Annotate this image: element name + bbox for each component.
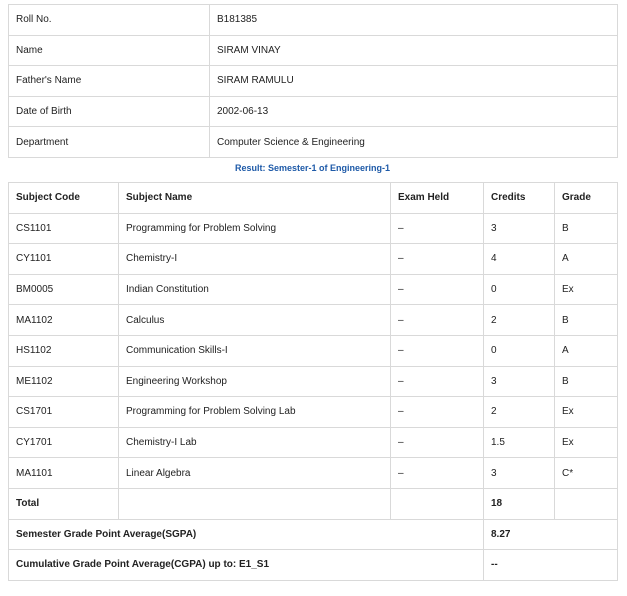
exam-held: –: [391, 244, 484, 275]
exam-held: –: [391, 305, 484, 336]
table-row: [9, 305, 618, 336]
subject-name: Chemistry-I Lab: [119, 427, 391, 458]
credits: 3: [484, 213, 555, 244]
info-row-department: [9, 127, 618, 158]
subject-name: Programming for Problem Solving: [119, 213, 391, 244]
cgpa-value: --: [484, 550, 618, 581]
grade: B: [555, 366, 618, 397]
subject-name: Communication Skills-I: [119, 335, 391, 366]
exam-held: –: [391, 427, 484, 458]
info-label: Name: [9, 35, 210, 66]
table-row: [9, 213, 618, 244]
info-label: Roll No.: [9, 5, 210, 36]
sgpa-row: [9, 519, 618, 550]
subject-code: CS1101: [9, 213, 119, 244]
grade: A: [555, 244, 618, 275]
info-label: Father's Name: [9, 66, 210, 97]
exam-held: –: [391, 213, 484, 244]
subject-code: MA1101: [9, 458, 119, 489]
table-row: [9, 335, 618, 366]
credits: 0: [484, 274, 555, 305]
subject-code: CY1101: [9, 244, 119, 275]
table-row: [9, 397, 618, 428]
cgpa-label: Cumulative Grade Point Average(CGPA) up to: E1_S1: [9, 550, 484, 581]
subject-code: CS1701: [9, 397, 119, 428]
header-grade: Grade: [555, 183, 618, 214]
total-empty-cell: [391, 488, 484, 519]
credits: 2: [484, 305, 555, 336]
subject-code: BM0005: [9, 274, 119, 305]
credits: 0: [484, 335, 555, 366]
subject-name: Engineering Workshop: [119, 366, 391, 397]
total-label: Total: [9, 488, 119, 519]
total-credits: 18: [484, 488, 555, 519]
subject-code: HS1102: [9, 335, 119, 366]
total-empty-cell: [119, 488, 391, 519]
grade: Ex: [555, 274, 618, 305]
grade: C*: [555, 458, 618, 489]
info-value: B181385: [210, 5, 618, 36]
grade: Ex: [555, 427, 618, 458]
marks-table: [8, 182, 618, 581]
subject-name: Indian Constitution: [119, 274, 391, 305]
subject-code: CY1701: [9, 427, 119, 458]
grade: Ex: [555, 397, 618, 428]
exam-held: –: [391, 335, 484, 366]
info-row-date-of-birth: [9, 96, 618, 127]
table-row: [9, 366, 618, 397]
exam-held: –: [391, 274, 484, 305]
total-row: [9, 488, 618, 519]
total-empty-cell: [555, 488, 618, 519]
info-label: Department: [9, 127, 210, 158]
info-value: SIRAM RAMULU: [210, 66, 618, 97]
table-row: [9, 244, 618, 275]
sgpa-value: 8.27: [484, 519, 618, 550]
marks-header-row: [9, 183, 618, 214]
exam-held: –: [391, 397, 484, 428]
subject-name: Calculus: [119, 305, 391, 336]
table-row: [9, 274, 618, 305]
exam-held: –: [391, 458, 484, 489]
table-row: [9, 458, 618, 489]
header-credits: Credits: [484, 183, 555, 214]
info-row-name: [9, 35, 618, 66]
info-value: Computer Science & Engineering: [210, 127, 618, 158]
student-info-table: [8, 4, 618, 158]
header-subject-name: Subject Name: [119, 183, 391, 214]
info-row-fathers-name: [9, 66, 618, 97]
subject-name: Linear Algebra: [119, 458, 391, 489]
credits: 3: [484, 458, 555, 489]
grade: B: [555, 213, 618, 244]
header-subject-code: Subject Code: [9, 183, 119, 214]
credits: 4: [484, 244, 555, 275]
header-exam-held: Exam Held: [391, 183, 484, 214]
subject-code: ME1102: [9, 366, 119, 397]
info-value: SIRAM VINAY: [210, 35, 618, 66]
cgpa-row: [9, 550, 618, 581]
info-label: Date of Birth: [9, 96, 210, 127]
subject-name: Programming for Problem Solving Lab: [119, 397, 391, 428]
sgpa-label: Semester Grade Point Average(SGPA): [9, 519, 484, 550]
credits: 2: [484, 397, 555, 428]
subject-code: MA1102: [9, 305, 119, 336]
info-value: 2002-06-13: [210, 96, 618, 127]
result-title: Result: Semester-1 of Engineering-1: [234, 163, 391, 173]
table-row: [9, 427, 618, 458]
grade: A: [555, 335, 618, 366]
exam-held: –: [391, 366, 484, 397]
credits: 1.5: [484, 427, 555, 458]
grade: B: [555, 305, 618, 336]
credits: 3: [484, 366, 555, 397]
subject-name: Chemistry-I: [119, 244, 391, 275]
info-row-roll-no: [9, 5, 618, 36]
